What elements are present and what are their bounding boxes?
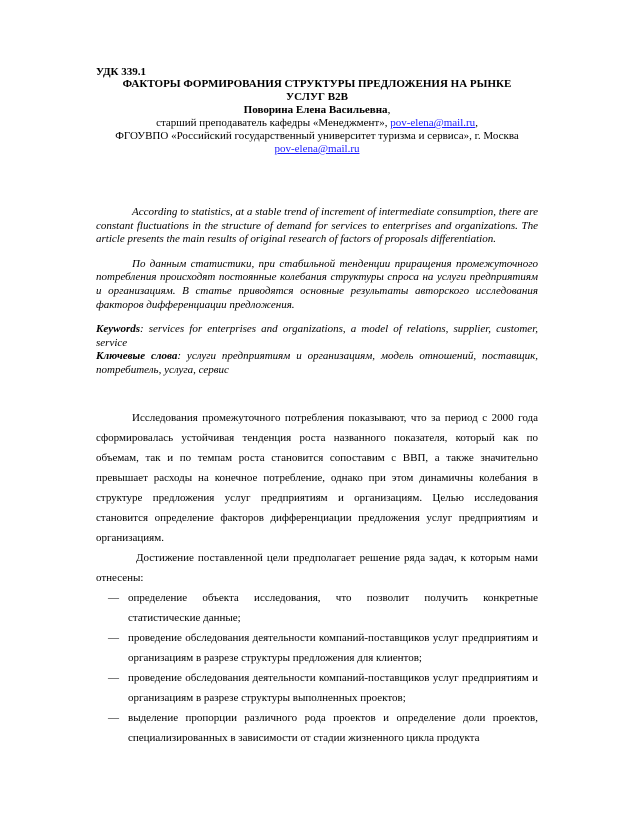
author-name-text: Поворина Елена Васильевна bbox=[243, 104, 388, 116]
author-name: Поворина Елена Васильевна, bbox=[243, 104, 391, 116]
task-text: выделение пропорции различного рода проектов и определение доли проектов, специализированных в зависимости от стадии жизненного цикла продукта bbox=[128, 711, 538, 744]
paper-title-line-2: УСЛУГ В2В bbox=[286, 91, 348, 103]
body-paragraph-1: Исследования промежуточного потребления показывают, что за период с 2000 года сформировалась устойчивая тенденция роста названного показателя, который как по объемам, так и по темпам роста становится сопоставим с ВВП, а также значительно превышает расходы на конечное потребление, однако при этом динамичны колебания в структуре предложения услуг предприятиям и организациям. Целью исследования становится определение факторов дифференциации предложения услуг предприятиям и организациям. bbox=[96, 411, 538, 544]
keywords-english bbox=[96, 323, 538, 350]
university-email-line bbox=[96, 143, 538, 156]
dash-bullet: — bbox=[108, 591, 119, 604]
author-position-text: старший преподаватель кафедры «Менеджмент», bbox=[156, 117, 391, 129]
paper-page bbox=[96, 66, 538, 748]
task-text: проведение обследования деятельности компаний-поставщиков услуг предприятиям и организациям в разрезе структуры выполненных проектов; bbox=[128, 671, 538, 704]
keywords-english-label: Keywords bbox=[96, 323, 140, 336]
abstract-russian: По данным статистики, при стабильной тенденции приращения промежуточного потребления происходят постоянные колебания структуры спроса на услуги предприятиям и организациям. В статье приводятся основные результаты авторского исследования факторов дифференциации предложения. bbox=[96, 257, 538, 311]
task-list-item bbox=[96, 628, 538, 668]
keywords-english-text: : services for enterprises and organizations, a model of relations, supplier, customer, service bbox=[96, 323, 538, 349]
task-list-item bbox=[96, 668, 538, 708]
udk-code: УДК 339.1 bbox=[96, 66, 147, 78]
keywords-russian-text: : услуги предприятиям и организациям, модель отношений, поставщик, потребитель, услуга, сервис bbox=[96, 350, 538, 376]
paper-title-line-1: ФАКТОРЫ ФОРМИРОВАНИЯ СТРУКТУРЫ ПРЕДЛОЖЕНИЯ НА РЫНКЕ bbox=[122, 78, 512, 90]
university-email-link[interactable]: pov-elena@mail.ru bbox=[274, 143, 360, 155]
task-list bbox=[96, 588, 538, 748]
dash-bullet: — bbox=[108, 631, 119, 644]
dash-bullet: — bbox=[108, 711, 119, 724]
author-position: старший преподаватель кафедры «Менеджмент», pov-elena@mail.ru, bbox=[156, 117, 478, 129]
task-list-item bbox=[96, 708, 538, 748]
body-paragraph-2: Достижение поставленной цели предполагает решение ряда задач, к которым нами отнесены: bbox=[96, 551, 538, 584]
paper-title bbox=[96, 78, 538, 104]
keywords-russian bbox=[96, 350, 538, 377]
dash-bullet: — bbox=[108, 671, 119, 684]
task-text: проведение обследования деятельности компаний-поставщиков услуг предприятиям и организациям в разрезе структуры предложения для клиентов; bbox=[128, 631, 538, 664]
abstract-english: According to statistics, at a stable trend of increment of intermediate consumption, there are constant fluctuations in the structure of demand for services to enterprises and organizations. The article presents the main results of original research of factors of proposals differentiation. bbox=[96, 206, 538, 246]
author-email-link[interactable]: pov-elena@mail.ru bbox=[390, 117, 476, 129]
keywords-russian-label: Ключевые слова bbox=[96, 350, 178, 363]
task-text: определение объекта исследования, что позволит получить конкретные статистические данные; bbox=[128, 591, 538, 624]
task-list-item bbox=[96, 588, 538, 628]
author-university: ФГОУВПО «Российский государственный университет туризма и сервиса», г. Москва bbox=[115, 130, 519, 142]
